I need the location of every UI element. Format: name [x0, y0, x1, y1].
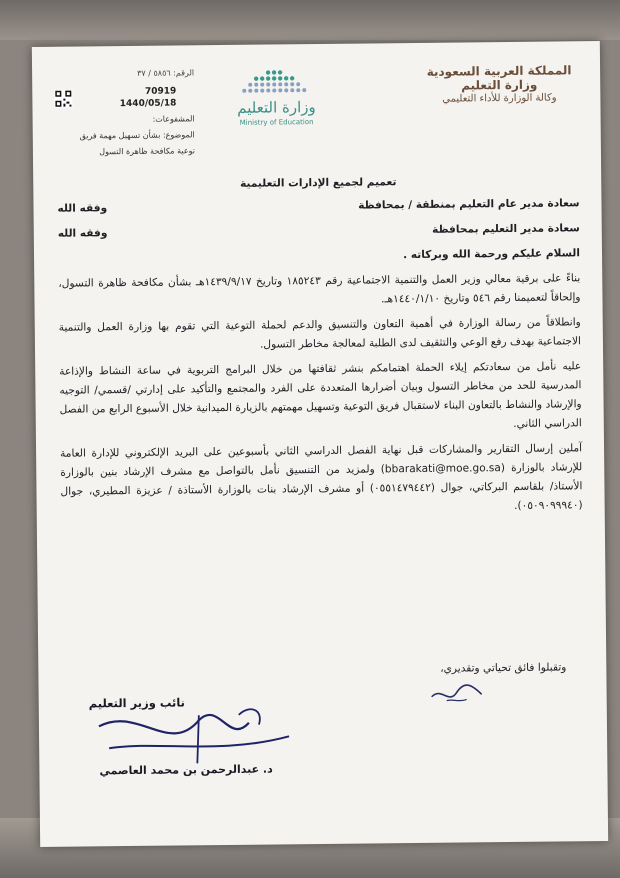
ref-number: 70919	[144, 86, 177, 97]
header-left	[54, 67, 195, 158]
addressee-1: سعادة مدير عام التعليم بمنطقة / بمحافظة	[358, 197, 580, 212]
paragraph-4-end: ) ولمزيد من التنسيق نأمل بالتواصل مع مشرف الإرشاد بنين بالوزارة الأستاذ/ بلقاسم البركاتي، جوال (٠٥٥١٤٧٩٤٤٢) أو مشرف الإرشاد بنات بالوزارة الأستاذة / عزيزة المطيري، جوال (٠٥٠٩٠٩٩٩٤٠).	[60, 463, 583, 512]
attachments-label: المشفوعات:	[152, 114, 195, 124]
paragraph-3: عليه نأمل من سعادتكم إيلاء الحملة اهتمامكم بنشر ثقافتها من خلال البرامج التربوية في ساعة النشاط والإذاعة المدرسية للحد من مخاطر التسول وبيان أضرارها المتعددة على الفرد والمجتمع والتأكيد على إدارتي /قسمي/ التوجيه والإرشاد والنشاط بالتعاون البناء لاستقبال فريق التوعية وتسهيل مهمتهم بالزيارة الميدانية خلال الأسبوع الرابع من الفصل الدراسي الثاني.	[59, 360, 582, 430]
logo-text-en: Ministry of Education	[239, 118, 314, 127]
addressee-row-2	[58, 219, 580, 243]
circular-heading: تعميم لجميع الإدارات التعليمية	[239, 176, 397, 190]
letter-paper	[32, 41, 608, 847]
qr-code-icon	[54, 90, 72, 108]
ministry-name: وزارة التعليم	[461, 77, 538, 93]
subject-line2: توعية مكافحة ظاهرة التسول	[99, 146, 195, 157]
signatory-title: نائب وزير التعليم	[88, 695, 186, 711]
letter-date: 1440/05/18	[119, 98, 177, 110]
paragraph-4	[60, 439, 583, 520]
ministry-logo	[208, 64, 329, 129]
paragraph-4-start: آملين إرسال التقارير والمشاركات قبل نهاية الفصل الدراسي الثاني بأسبوعين على البريد الإلكتروني للإدارة العامة للإرشاد بالوزارة (	[60, 442, 583, 475]
closing-line: وتقبلوا فائق تحياتي وتقديري،	[440, 661, 567, 675]
ref-prefix: الرقم: ٥٨٥٦ / ٣٧	[137, 68, 195, 78]
greeting-1: وفقه الله	[57, 202, 108, 215]
addressee-2: سعادة مدير التعليم بمحافظة	[432, 222, 580, 236]
addressee-row-1	[57, 194, 579, 218]
salutation: السلام عليكم ورحمة الله وبركاته .	[403, 247, 581, 262]
paragraph-2: وانطلاقاً من رسالة الوزارة في أهمية التعاون والتنسيق والدعم لحملة التوعية التي تقوم بها وزارة العمل والتنمية الاجتماعية بهدف رفع الوعي والتثقيف لدى الطلبة لمعالجة مخاطر التسول.	[58, 316, 582, 351]
kingdom-name: المملكة العربية السعودية	[426, 63, 572, 79]
paragraph-1: بناءً على برقية معالي وزير العمل والتنمية الاجتماعية رقم ١٨٥٢٤٣ وتاريخ ١٤٣٩/٩/١٧هـ بشأن مكافحة ظاهرة التسول، وإلحاقاً لتعميمنا رقم ٥٤٦ وتاريخ ١٤٤٠/١/١٠هـ.	[58, 272, 581, 306]
header-right	[414, 63, 584, 107]
signatory-name: د. عبدالرحمن بن محمد العاصمي	[99, 762, 273, 778]
subject-line1: الموضوع: بشأن تسهيل مهمة فريق	[79, 130, 195, 141]
letter-body	[57, 171, 583, 520]
email-link[interactable]: bbarakati@moe.go.sa	[384, 462, 501, 476]
handwritten-note-icon	[426, 678, 486, 709]
background-top	[0, 0, 620, 40]
agency-name: وكالة الوزارة للأداء التعليمي	[442, 92, 557, 105]
logo-dots-icon	[208, 64, 329, 129]
logo-text: وزارة التعليم	[237, 98, 316, 117]
greeting-2: وفقه الله	[57, 227, 108, 240]
